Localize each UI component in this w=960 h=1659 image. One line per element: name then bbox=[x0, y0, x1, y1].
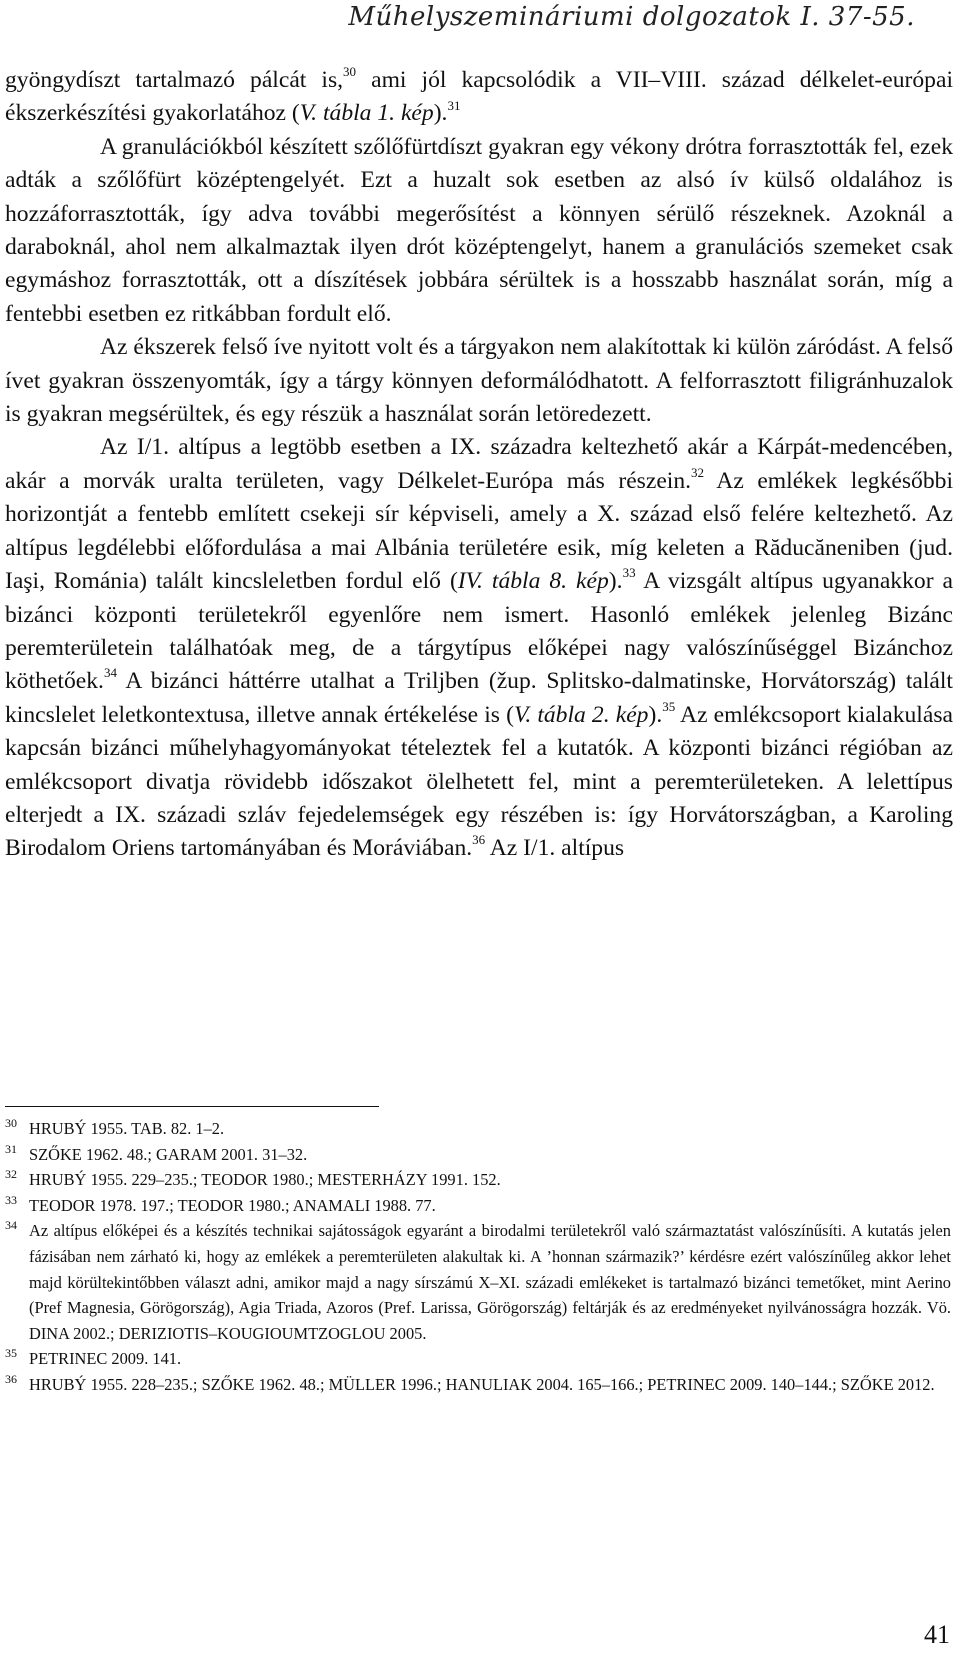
footnote-number: 36 bbox=[5, 1371, 17, 1386]
paragraph bbox=[5, 431, 953, 865]
footnote-text: SZŐKE 1962. 48.; GARAM 2001. 31–32. bbox=[29, 1144, 308, 1164]
footnote-ref[interactable]: 34 bbox=[103, 665, 117, 681]
footnote-text: HRUBÝ 1955. 228–235.; SZŐKE 1962. 48.; MÜLLER 1996.; HANULIAK 2004. 165–166.; PETRINEC 2009. 140–144.; SZŐKE 2012. bbox=[29, 1374, 935, 1394]
paragraph bbox=[5, 64, 953, 131]
footnote-item bbox=[5, 1193, 951, 1219]
text-run: A bizánci háttérre utalhat a Triljben (žup. Splitsko-dalmatinske, Horvátország) talált kincslelet leletkontextusa, illetve annak értékelése is ( bbox=[5, 668, 953, 728]
footnote-separator bbox=[5, 1106, 379, 1107]
figure-ref: V. tábla 1. kép bbox=[299, 100, 434, 127]
footnote-item bbox=[5, 1142, 951, 1168]
footnote-ref[interactable]: 36 bbox=[472, 832, 486, 848]
footnote-ref[interactable]: 35 bbox=[662, 698, 676, 714]
footnote-item bbox=[5, 1167, 951, 1193]
footnote-text: TEODOR 1978. 197.; TEODOR 1980.; ANAMALI 1988. 77. bbox=[29, 1195, 436, 1215]
footnote-text: HRUBÝ 1955. 229–235.; TEODOR 1980.; MESTERHÁZY 1991. 152. bbox=[29, 1170, 501, 1190]
footnote-item bbox=[5, 1346, 951, 1372]
text-run: Az emlékek legkésőbbi horizontját a fentebb említett csekeji sír képviseli, amely a X. század első felére keltezhető. Az altípus legdélebbi előfordulása a mai Albánia területére esik, míg keleten a Răducăneniben (jud. Iaşi, Románia) talált kincsleletben fordul elő ( bbox=[5, 467, 953, 595]
footnote-ref[interactable]: 33 bbox=[622, 565, 636, 581]
footnotes bbox=[5, 1116, 951, 1398]
paragraph bbox=[5, 331, 953, 431]
text-run: A vizsgált altípus ugyanakkor a bizánci központi területekről egyenlőre nem ismert. Hasonló emlékek jelenleg Bizánc peremterületein találhatóak meg, de a tárgytípus előképei nagy valószínűséggel Bizánchoz köthetőek. bbox=[5, 568, 953, 695]
footnote-number: 30 bbox=[5, 1116, 17, 1130]
footnote-ref[interactable]: 30 bbox=[343, 64, 357, 80]
footnote-item bbox=[5, 1218, 951, 1346]
text-run: Az I/1. altípus a legtöbb esetben a IX. századra keltezhető akár a Kárpát-medencében, akár a morvák uralta területen, vagy Délkelet-Európa más részein. bbox=[5, 434, 953, 494]
body-text bbox=[5, 64, 953, 866]
page-number: 41 bbox=[924, 1620, 950, 1649]
text-run: gyöngydíszt tartalmazó pálcát is, bbox=[5, 67, 344, 93]
text-run: Az I/1. altípus bbox=[485, 835, 625, 862]
text-run: ). bbox=[648, 701, 663, 728]
footnote-text: HRUBÝ 1955. TAB. 82. 1–2. bbox=[29, 1119, 225, 1138]
running-header: Műhelyszemináriumi dolgozatok I. 37-55. bbox=[348, 2, 915, 32]
footnote-item bbox=[5, 1372, 951, 1398]
footnote-ref[interactable]: 31 bbox=[447, 97, 461, 113]
figure-ref: V. tábla 2. kép bbox=[513, 701, 649, 728]
text-run: Az emlékcsoport kialakulása kapcsán bizánci műhelyhagyományokat tételeztek fel a kutatók. A központi bizánci régióban az emlékcsoport divatja rövidebb időszakot ölelhetett fel, mint a peremterületeken. A lelettípus elterjedt a IX. századi szláv fejedelemségek egy részében is: így Horvátországban, a Karoling Birodalom Oriens tartományában és Moráviában. bbox=[5, 701, 953, 862]
footnote-text: Az altípus előképei és a készítés technikai sajátosságok egyaránt a birodalmi területekről való származtatást valószínűsíti. A kutatás jelen fázisában nem zárható ki, hogy az emlékek a peremterületen alakultak ki. A ’honnan származik?’ kérdésre ezért valószínűleg akkor lehet majd körültekintőbben választ adni, amikor majd a nagy sírszámú X–XI. századi emlékeket is tartalmazó bizánci temetőket, mint Aerino (Pref Magnesia, Görögország), Agia Triada, Azoros (Pref. Larissa, Görögország) feltárják és az eredményeket nyilvánosságra hozzák. Vö. DINA 2002.; DERIZIOTIS–KOUGIOUMTZOGLOU 2005. bbox=[29, 1221, 951, 1343]
footnote-text: PETRINEC 2009. 141. bbox=[29, 1349, 182, 1369]
footnote-number: 31 bbox=[5, 1141, 17, 1156]
paragraph bbox=[5, 131, 953, 331]
text-run: A granulációkból készített szőlőfürtdíszt gyakran egy vékony drótra forrasztották fel, ezek adták a szőlőfürt középtengelyét. Ezt a huzalt sok esetben az alsó ív külső oldalához is hozzáforrasztották, így adva további megerősítést a könnyen sérülő részeknek. Azoknál a daraboknál, ahol nem alkalmaztak ilyen drót középtengelyt, hanem a granulációs szemeket csak egymáshoz forrasztották, ott a díszítések jobbára sérültek is a hosszabb használat során, míg a fentebbi esetben ez ritkábban fordult elő. bbox=[5, 133, 953, 327]
footnote-ref[interactable]: 32 bbox=[691, 465, 705, 481]
text-run: Az ékszerek felső íve nyitott volt és a tárgyakon nem alakítottak ki külön záródást. A felső ívet gyakran összenyomták, így a tárgy könnyen deformálódhatott. A felforrasztott filigránhuzalok is gyakran megsérültek, és egy részük a használat során letöredezett. bbox=[5, 334, 953, 428]
figure-ref: IV. tábla 8. kép bbox=[457, 568, 609, 595]
footnote-number: 35 bbox=[5, 1346, 17, 1361]
footnote-number: 34 bbox=[5, 1218, 17, 1233]
footnote-number: 33 bbox=[5, 1192, 17, 1207]
footnote-item bbox=[5, 1116, 951, 1142]
text-run: ). bbox=[433, 100, 448, 127]
text-run: ami jól kapcsolódik a VII–VIII. század délkelet-európai ékszerkészítési gyakorlatához ( bbox=[5, 67, 954, 127]
footnote-number: 32 bbox=[5, 1167, 17, 1182]
text-run: ). bbox=[608, 568, 623, 595]
